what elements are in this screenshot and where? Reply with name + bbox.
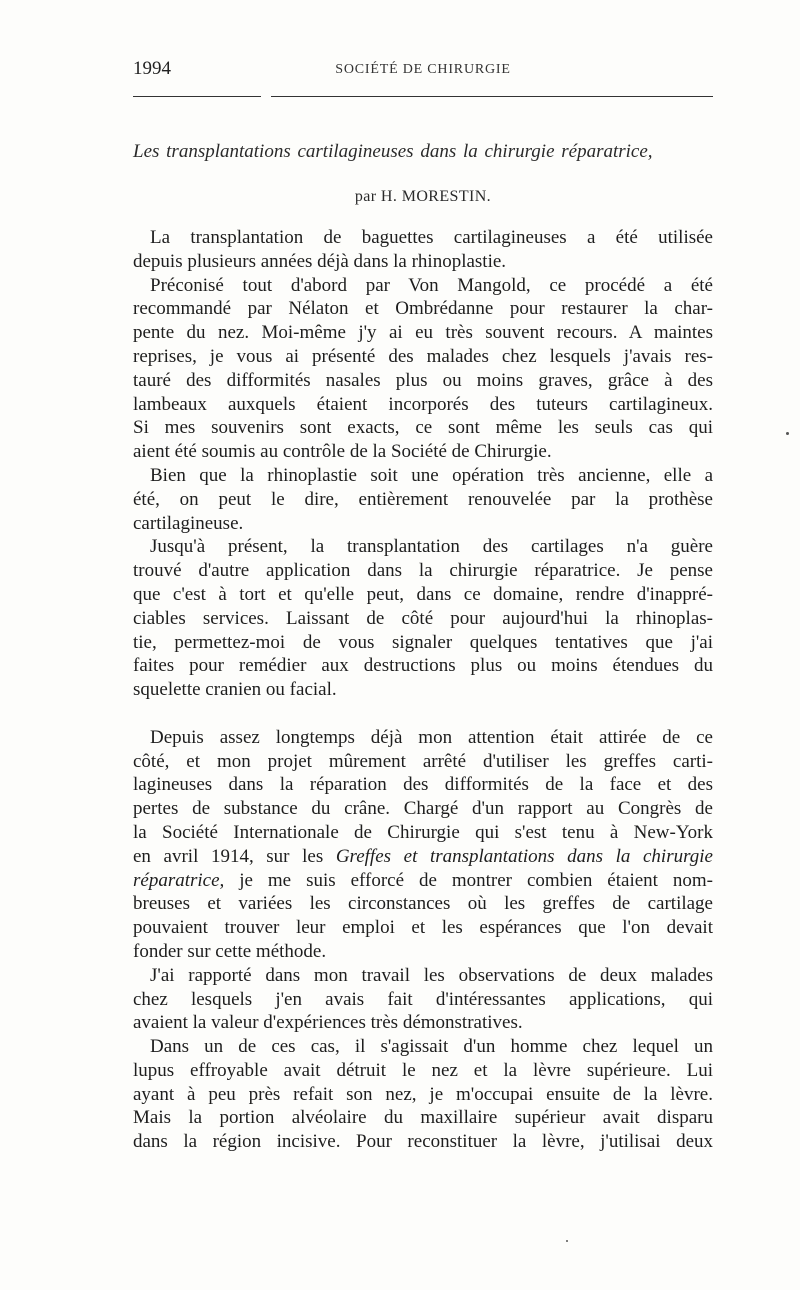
text-line: recommandé par Nélaton et Ombrédanne pour restaurer la char- xyxy=(133,298,713,320)
article-title: Les transplantations cartilagineuses dans la chirurgie réparatrice, xyxy=(133,141,653,162)
text-line: ciables services. Laissant de côté pour aujourd'hui la rhinoplas- xyxy=(133,607,713,629)
page-number: 1994 xyxy=(133,58,171,79)
text-line: trouvé d'autre application dans la chirurgie réparatrice. Je pense xyxy=(133,560,713,582)
text-line: Dans un de ces cas, il s'agissait d'un homme chez lequel un xyxy=(150,1036,713,1058)
text-line: avaient la valeur d'expériences très démonstratives. xyxy=(133,1012,523,1034)
paragraph xyxy=(133,964,713,1035)
text-line: aient été soumis au contrôle de la Société de Chirurgie. xyxy=(133,441,552,463)
paragraph xyxy=(133,464,713,535)
text-run: en avril 1914, sur les xyxy=(133,845,336,867)
text-line: pouvaient trouver leur emploi et les espérances que l'on devait xyxy=(133,917,713,939)
header-rule xyxy=(133,96,713,97)
text-line: ayant à peu près refait son nez, je m'occupai ensuite de la lèvre. xyxy=(133,1083,713,1105)
text-line: faites pour remédier aux destructions plus ou moins étendues du xyxy=(133,655,713,677)
text-line: été, on peut le dire, entièrement renouvelée par la prothèse xyxy=(133,488,713,510)
text-line: J'ai rapporté dans mon travail les observations de deux malades xyxy=(150,964,713,986)
text-line: depuis plusieurs années déjà dans la rhinoplastie. xyxy=(133,250,507,272)
text-line xyxy=(133,869,713,893)
text-line: dans la région incisive. Pour reconstituer la lèvre, j'utilisai deux xyxy=(133,1131,713,1153)
text-line: chez lesquels j'en avais fait d'intéressantes applications, qui xyxy=(133,988,713,1010)
text-line: Si mes souvenirs sont exacts, ce sont même les seuls cas qui xyxy=(133,417,713,439)
text-line: reprises, je vous ai présenté des malades chez lesquels j'avais res- xyxy=(133,345,713,367)
text-line: tie, permettez-moi de vous signaler quelques tentatives que j'ai xyxy=(133,631,713,653)
text-line: lambeaux auxquels étaient incorporés des tuteurs cartilagineux. xyxy=(133,393,713,415)
text-line: Préconisé tout d'abord par Von Mangold, ce procédé a été xyxy=(150,274,713,296)
text-line: La transplantation de baguettes cartilagineuses a été utilisée xyxy=(150,227,713,248)
paragraph xyxy=(133,535,713,702)
paragraph xyxy=(133,226,713,274)
text-line: pertes de substance du crâne. Chargé d'un rapport au Congrès de xyxy=(133,798,713,820)
article-body xyxy=(133,226,713,1154)
text-line: Depuis assez longtemps déjà mon attention était attirée de ce xyxy=(150,726,713,748)
text-line: fonder sur cette méthode. xyxy=(133,940,327,962)
text-line: côté, et mon projet mûrement arrêté d'utiliser les greffes carti- xyxy=(133,750,713,772)
text-line: Mais la portion alvéolaire du maxillaire supérieur avait disparu xyxy=(133,1107,713,1129)
paragraph xyxy=(133,1035,713,1154)
text-line: Bien que la rhinoplastie soit une opération très ancienne, elle a xyxy=(150,464,713,486)
paragraph xyxy=(133,726,713,964)
text-line: que c'est à tort et qu'elle peut, dans ce domaine, rendre d'inappré- xyxy=(133,583,713,605)
journal-title: SOCIÉTÉ DE CHIRURGIE xyxy=(335,62,511,77)
text-line: lupus effroyable avait détruit le nez et la lèvre supérieure. Lui xyxy=(133,1059,713,1081)
running-header xyxy=(133,58,713,86)
author-byline: par H. MORESTIN. xyxy=(354,188,492,205)
text-run: je me suis efforcé de montrer combien étaient nom- xyxy=(224,869,713,891)
text-line: breuses et variées les circonstances où les greffes de cartilage xyxy=(133,893,713,915)
text-line: tauré des difformités nasales plus ou moins graves, grâce à des xyxy=(133,369,713,391)
text-line xyxy=(133,845,713,869)
text-line: lagineuses dans la réparation des difformités de la face et des xyxy=(133,774,713,796)
section-break xyxy=(133,702,713,726)
scan-speck xyxy=(566,1240,568,1242)
text-line: Jusqu'à présent, la transplantation des cartilages n'a guère xyxy=(150,536,713,558)
text-line: la Société Internationale de Chirurgie qui s'est tenu à New-York xyxy=(133,821,713,843)
paragraph xyxy=(133,274,713,464)
text-line: pente du nez. Moi-même j'y ai eu très souvent recours. A maintes xyxy=(133,322,713,344)
text-line: squelette cranien ou facial. xyxy=(133,679,337,701)
scan-speck xyxy=(786,432,789,435)
text-line: cartilagineuse. xyxy=(133,512,244,534)
italic-book-title: réparatrice, xyxy=(133,869,225,891)
italic-book-title: Greffes et transplantations dans la chirurgie xyxy=(335,845,713,867)
